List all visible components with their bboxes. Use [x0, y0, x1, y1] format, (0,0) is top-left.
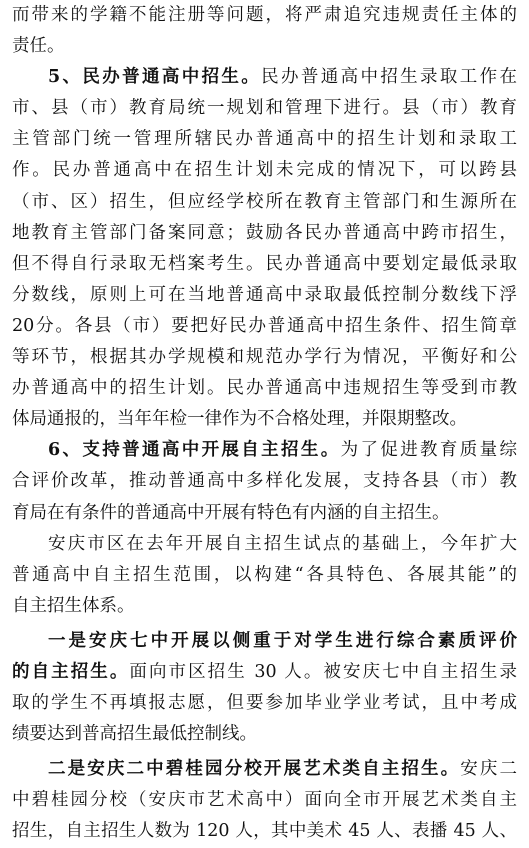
- normal-run: 体局通报的，当年年检一律作为不合格处理，并限期整改。: [12, 409, 467, 430]
- text-line: [12, 498, 517, 529]
- paragraph-start-line: [12, 529, 517, 560]
- text-line: [12, 187, 517, 218]
- text-line: [12, 719, 517, 750]
- normal-run: 分数线，原则上可在当地普通高中录取最低控制分数线下浮: [12, 284, 517, 305]
- text-line: [12, 155, 517, 186]
- text-line: [12, 249, 517, 280]
- subsection-heading: 二是安庆二中碧桂园分校开展艺术类自主招生。: [48, 759, 461, 780]
- normal-run: 责任。: [12, 36, 65, 57]
- section-heading-line: [12, 62, 517, 93]
- subsection-heading-line: [12, 626, 517, 657]
- text-line: [12, 560, 517, 591]
- text-line: [12, 93, 517, 124]
- normal-run: 办普通高中的招生计划。民办普通高中违规招生等受到市教: [12, 378, 517, 399]
- normal-run: 民办普通高中招生录取工作在: [261, 67, 517, 88]
- section-heading: 5、民办普通高中招生。: [48, 67, 262, 88]
- text-line: [12, 404, 517, 435]
- text-line: [12, 218, 517, 249]
- text-line: [12, 280, 517, 311]
- normal-run: 而带来的学籍不能注册等问题，将严肃追究违规责任主体的: [12, 5, 517, 25]
- normal-run: 主管部门统一管理所辖民办普通高中的招生计划和录取工: [12, 129, 517, 150]
- text-line: [12, 124, 517, 155]
- subsection-heading: 的自主招生。: [12, 661, 130, 682]
- normal-run: 等环节，根据其办学规模和规范办学行为情况，平衡好和公: [12, 347, 517, 368]
- text-line: [12, 373, 517, 404]
- text-line: [12, 342, 517, 373]
- section-heading: 6、支持普通高中开展自主招生。: [48, 440, 341, 461]
- normal-run: （市、区）招生，但应经学校所在教育主管部门和生源所在: [12, 191, 517, 212]
- text-line: [12, 31, 517, 62]
- normal-run: 普通高中自主招生范围，以构建“各具特色、各展其能”的: [12, 564, 517, 585]
- section-heading-line: [12, 435, 517, 466]
- text-line: [12, 688, 517, 719]
- subsection-heading: 一是安庆七中开展以侧重于对学生进行综合素质评价: [48, 630, 517, 651]
- text-line: [12, 657, 517, 688]
- subsection-heading-line: [12, 754, 517, 785]
- normal-run: 但不得自行录取无档案考生。民办普通高中要划定最低录取: [12, 253, 517, 274]
- normal-run: 合评价改革，推动普通高中多样化发展，支持各县（市）教: [12, 471, 517, 492]
- normal-run: 取的学生不再填报志愿，但要参加毕业学业考试，且中考成: [12, 693, 517, 714]
- text-line: [12, 0, 517, 31]
- normal-run: 绩要达到普高招生最低控制线。: [12, 724, 257, 745]
- normal-run: 地教育主管部门备案同意；鼓励各民办普通高中跨市招生，: [12, 222, 517, 243]
- normal-run: 面向市区招生 30 人。被安庆七中自主招生录: [129, 661, 517, 682]
- normal-run: 安庆市区在去年开展自主招生试点的基础上，今年扩大: [48, 533, 517, 554]
- normal-run: 作。民办普通高中在招生计划未完成的情况下，可以跨县: [12, 160, 517, 181]
- normal-run: 安庆二: [460, 759, 517, 780]
- normal-run: 育局在有条件的普通高中开展有特色有内涵的自主招生。: [12, 502, 450, 523]
- text-line: [12, 311, 517, 342]
- normal-run: 市、县（市）教育局统一规划和管理下进行。县（市）教育: [12, 98, 517, 119]
- normal-run: 自主招生体系。: [12, 595, 135, 616]
- text-line: [12, 591, 517, 622]
- text-line: [12, 785, 517, 816]
- normal-run: 20分。各县（市）要把好民办普通高中招生条件、招生简章: [12, 315, 517, 336]
- normal-run: 中碧桂园分校（安庆市艺术高中）面向全市开展艺术类自主: [12, 790, 517, 811]
- normal-run: 招生，自主招生人数为 120 人，其中美术 45 人、表播 45 人、: [12, 821, 517, 842]
- normal-run: 为了促进教育质量综: [340, 440, 517, 461]
- text-line: [12, 816, 517, 847]
- text-line: [12, 466, 517, 497]
